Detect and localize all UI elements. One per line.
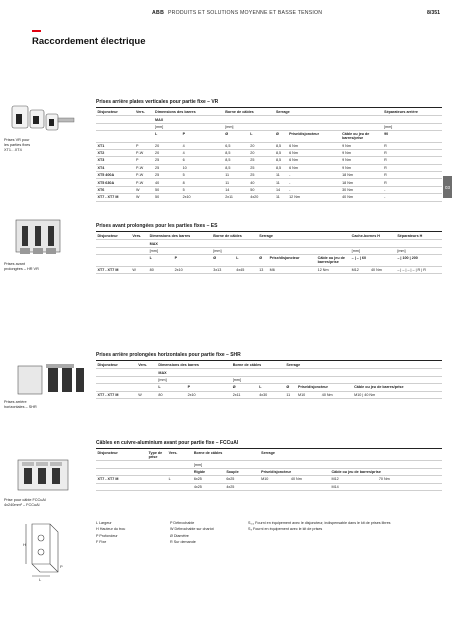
table-row: XT5 400A P-W 25 5 11 25 11 - 18 Nm R [96, 172, 442, 179]
page-title: Raccordement électrique [32, 36, 146, 47]
svg-text:L: L [39, 577, 42, 582]
product-image-shr [8, 360, 88, 400]
product-image-vr [8, 100, 78, 138]
section-title-fccual: Câbles en cuivre-aluminium avant pour partie fixe – FCCuAl [96, 440, 442, 449]
caption-fccual: Prise pour câble FCCuAl 4x240mm² – FCCuAl [4, 498, 46, 507]
section-fccual [96, 440, 442, 491]
table-row: XT2 P-W 20 4 8,5 20 8,5 6 Nm 9 Nm R [96, 149, 442, 156]
table-row: XT7 - XT7 M W 50 2x10 2x11 4x20 11 12 Nm 40 Nm - [96, 194, 442, 201]
table-es: Disjoncteur Vers. Dimensions des barres Borne de câbles Serrage Cache-bornes H Séparateurs H MAX [mm] [mm] [mm] [mm] L P Ø L Ø Prise/disjoncteur Câble ou jeu de barres/prise – | – | 60 – | 100 | 200 XT7 - XT7 M W 80 2x10 3x13 4x45 13 M6 12 Nm M12 40 Nm – | – | – | – | R | R [96, 233, 442, 274]
legend-col-1: L Largeur H Hauteur du trou P Profondeur F Fixe [96, 521, 126, 545]
table-row: XT5 630A P-W 40 8 11 40 11 - 18 Nm R [96, 179, 442, 186]
product-image-es [10, 216, 70, 258]
caption-vr: Prises VR pour les parties fixes XT1…XT4 [4, 138, 31, 152]
product-image-fccual [14, 456, 74, 496]
table-fccual: Disjoncteur Type de prise Vers. Borne de câbles Serrage [mm] Rigide Souple Prise/disjoncteur Câble ou jeu de barres/prise XT7 - XT7 M L 6x25 6x25 M10 40 Nm M12 70 Nm 4x25 4x25 M14 [96, 450, 442, 491]
section-es [96, 223, 442, 274]
caption-shr: Prises arrière horizontales – SHR [4, 400, 37, 409]
brand-logo: ABB [152, 10, 165, 16]
table-row: XT6 W 50 5 14 50 14 - 30 Nm - [96, 186, 442, 193]
section-title-es: Prises avant prolongées pour les parties fixes – ES [96, 223, 442, 232]
section-title-vr: Prises arrière plates verticales pour partie fixe – VR [96, 99, 442, 108]
section-title-shr: Prises arrière prolongées horizontales pour partie fixe – SHR [96, 352, 442, 361]
section-vr [96, 99, 442, 202]
page-header [0, 10, 452, 22]
svg-text:H: H [23, 542, 26, 547]
chapter-tab[interactable]: 03 [443, 176, 452, 198]
table-shr: Disjoncteur Vers. Dimensions des barres Borne de câbles Serrage MAX [mm] [mm] L P Ø L Ø Prise/disjoncteur Câble ou jeu de barres/prise XT7 - XT7 M W 80 2x10 2x11 4x30 11 M10 40 Nm M10 | 40 Nm [96, 362, 442, 399]
table-vr: Disjoncteur Vers. Dimensions des barres Borne de câbles Serrage Séparateurs arrière MAX [mm] [mm] [mm] L P Ø L Ø Prise/disjoncteur Câble ou jeu de barres/prise 90 XT1 P 20 4 6,5 20 8,5 6 Nm 9 Nm R XT2 P-W 20 4 8,5 20 8,5 6 Nm 9 Nm R XT3 P 25 6 8,5 25 8,5 6 Nm 9 Nm R XT4 P-W 25 10 8,5 25 8,5 6 Nm 9 Nm R XT5 400A P-W 25 5 11 25 11 - 18 Nm R XT5 630A P-W 40 8 11 40 11 - 18 Nm R XT6 W 50 5 14 50 14 - 30 Nm - XT7 - XT7 M W 50 2x10 2x11 4x20 11 12 Nm 40 Nm - [96, 109, 442, 202]
table-row: XT4 P-W 25 10 8,5 25 8,5 6 Nm 9 Nm R [96, 164, 442, 171]
svg-text:P: P [60, 564, 63, 569]
legend-col-2: P Débrochable W Débrochable sur chariot Ø Diamètre R Sur demande [170, 521, 214, 545]
table-row: XT3 P 25 6 8,5 25 8,5 6 Nm 9 Nm R [96, 157, 442, 164]
dimension-drawing [22, 518, 72, 582]
caption-es: Prises avant prolongées – HR VR [4, 262, 39, 271]
legend-col-3: S₁,₂ Fourni en équipement avec le disjoncteur, indispensable dans le kit de prises libres S₃ Fourni en équipement avec le kit de prises [248, 521, 391, 532]
breadcrumb: PRODUITS ET SOLUTIONS MOYENNE ET BASSE TENSION [168, 10, 323, 16]
table-row: XT1 P 20 4 6,5 20 8,5 6 Nm 9 Nm R [96, 142, 442, 149]
page-number: 8/351 [427, 10, 440, 16]
accent-bar [32, 30, 41, 32]
section-shr [96, 352, 442, 399]
